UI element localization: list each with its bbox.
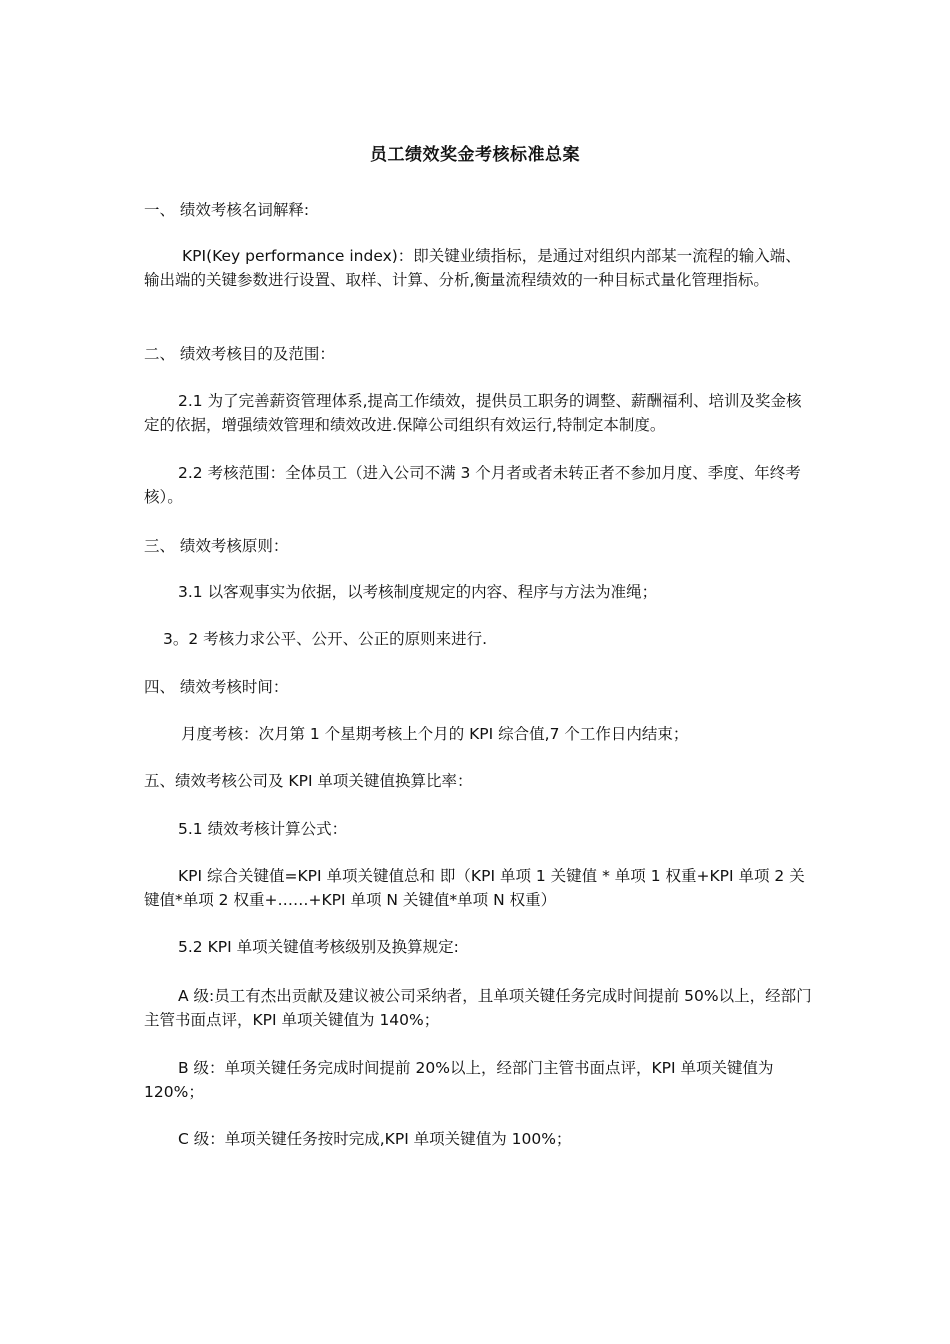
level-b-paragraph: B 级：单项关键任务完成时间提前 20%以上，经部门主管书面点评，KPI 单项关键值为 120%；	[144, 1059, 774, 1101]
section-2-paragraph-1: 2.1 为了完善薪资管理体系,提高工作绩效，提供员工职务的调整、薪酬福利、培训及奖金核定的依据，增强绩效管理和绩效改进.保障公司组织有效运行,特制定本制度。	[144, 392, 802, 434]
section-2-paragraph-2: 2.2 考核范围：全体员工（进入公司不满 3 个月者或者未转正者不参加月度、季度、年终考核）。	[144, 464, 801, 506]
section-5-heading: 五、绩效考核公司及 KPI 单项关键值换算比率：	[144, 772, 473, 790]
section-5-formula-label: 5.1 绩效考核计算公式：	[178, 820, 348, 838]
section-3-paragraph-1: 3.1 以客观事实为依据，以考核制度规定的内容、程序与方法为准绳；	[178, 583, 658, 601]
section-3-heading: 三、 绩效考核原则：	[144, 537, 289, 555]
section-4-heading: 四、 绩效考核时间：	[144, 678, 289, 696]
section-3-paragraph-2: 3。2 考核力求公平、公开、公正的原则来进行.	[163, 630, 488, 648]
section-5-formula: KPI 综合关键值=KPI 单项关键值总和 即（KPI 单项 1 关键值 * 单项 1 权重+KPI 单项 2 关键值*单项 2 权重+……+KPI 单项 N 关键值*单项 N 权重）	[144, 867, 805, 909]
section-4-paragraph: 月度考核：次月第 1 个星期考核上个月的 KPI 综合值,7 个工作日内结束；	[181, 725, 689, 743]
level-c-paragraph: C 级：单项关键任务按时完成,KPI 单项关键值为 100%；	[178, 1130, 572, 1148]
section-5-levels-label: 5.2 KPI 单项关键值考核级别及换算规定:	[178, 938, 459, 956]
document-title: 员工绩效奖金考核标准总案	[370, 145, 580, 165]
level-a-paragraph: A 级:员工有杰出贡献及建议被公司采纳者，且单项关键任务完成时间提前 50%以上，经部门主管书面点评，KPI 单项关键值为 140%；	[144, 987, 812, 1029]
section-1-paragraph: KPI(Key performance index)：即关键业绩指标，是通过对组织内部某一流程的输入端、输出端的关键参数进行设置、取样、计算、分析,衡量流程绩效的一种目标式量化管理指标。	[144, 247, 801, 289]
section-1-heading: 一、 绩效考核名词解释:	[144, 201, 310, 219]
section-2-heading: 二、 绩效考核目的及范围：	[144, 345, 335, 363]
